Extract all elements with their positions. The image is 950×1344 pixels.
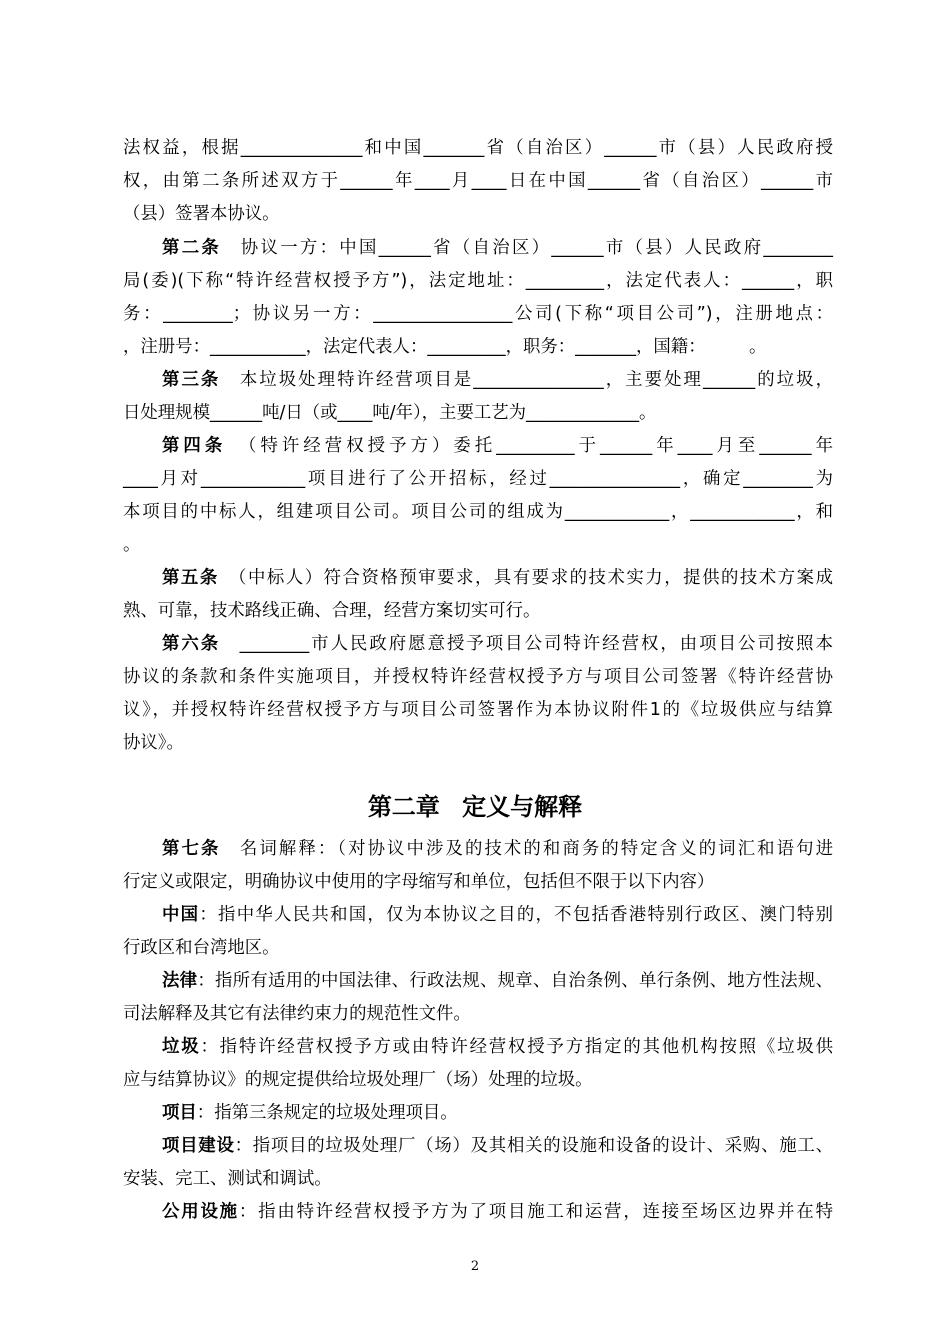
text-line: 议》，并授权特许经营权授予方与项目公司签署作为本协议附件1的《垃圾供应与结算 bbox=[123, 700, 833, 720]
text-line: 熟、可靠，技术路线正确、合理，经营方案切实可行。 bbox=[123, 601, 541, 621]
article-2-line bbox=[162, 236, 833, 260]
term-label: 法律 bbox=[162, 971, 198, 991]
text-line: ，注册号：___________，法定代表人：_________，职务：_______，国籍： 。 bbox=[123, 337, 767, 357]
text-line: 协议》。 bbox=[123, 733, 184, 753]
definition-law-line bbox=[162, 969, 833, 993]
text-line: ：指中华人民共和国，仅为本协议之目的，不包括香港特别行政区、澳门特别 bbox=[199, 905, 833, 925]
text-line: 安装、完工、测试和调试。 bbox=[123, 1169, 332, 1189]
article-4-line bbox=[162, 434, 833, 458]
text-line: 本项目的中标人，组建项目公司。项目公司的组成为____________，____________，和 bbox=[123, 502, 833, 522]
page-number: 2 bbox=[470, 1259, 480, 1274]
chapter-title: 第二章 定义与解释 bbox=[367, 793, 583, 821]
text-line: 法权益，根据______________和中国_______省（自治区）______市（县）人民政府授 bbox=[123, 138, 833, 158]
term-label: 公用设施 bbox=[162, 1202, 239, 1222]
text-line: ：指特许经营权授予方或由特许经营权授予方指定的其他机构按照《垃圾供 bbox=[200, 1037, 833, 1057]
text-line: 权，由第二条所述双方于______年____月____日在中国______省（自治区）______市 bbox=[123, 171, 833, 191]
text-line: 协议一方：中国______省（自治区）______市（县）人民政府________ bbox=[240, 238, 833, 258]
article-label: 第七条 bbox=[162, 839, 221, 859]
article-label: 第六条 bbox=[162, 634, 221, 654]
definition-garbage-line bbox=[162, 1035, 833, 1059]
text-line: 司法解释及其它有法律约束力的规范性文件。 bbox=[123, 1004, 471, 1024]
text-line: 应与结算协议》的规定提供给垃圾处理厂（场）处理的垃圾。 bbox=[123, 1070, 593, 1090]
article-6-line bbox=[162, 632, 833, 656]
definition-china-line bbox=[162, 903, 833, 927]
text-line: 务：________；协议另一方：________________公司(下称“项目公司”)，注册地点： bbox=[123, 304, 833, 324]
definition-construction-line bbox=[162, 1134, 833, 1158]
term-label: 垃圾 bbox=[162, 1037, 201, 1057]
term-label: 项目建设 bbox=[162, 1136, 235, 1156]
article-label: 第三条 bbox=[162, 370, 221, 390]
article-label: 第四条 bbox=[162, 436, 227, 456]
text-line: （县）签署本协议。 bbox=[123, 204, 280, 224]
text-line: 行定义或限定，明确协议中使用的字母缩写和单位，包括但不限于以下内容） bbox=[123, 872, 715, 892]
text-line: 名词解释：（对协议中涉及的技术的和商务的特定含义的词汇和语句进 bbox=[239, 839, 833, 859]
term-label: 项目 bbox=[162, 1103, 197, 1123]
article-3-line bbox=[162, 368, 833, 392]
text-line: ：指所有适用的中国法律、行政法规、规章、自治条例、单行条例、地方性法规、 bbox=[197, 971, 833, 991]
article-label: 第二条 bbox=[162, 238, 222, 258]
text-line: ：指项目的垃圾处理厂（场）及其相关的设施和设备的设计、采购、施工、 bbox=[234, 1136, 833, 1156]
text-line: ________市人民政府愿意授予项目公司特许经营权，由项目公司按照本 bbox=[239, 634, 833, 654]
text-line: （特许经营权授予方）委托_________于______年____月至______年 bbox=[247, 436, 833, 456]
text-line: 。 bbox=[123, 535, 141, 555]
text-line: 协议的条款和条件实施项目，并授权特许经营权授予方与项目公司签署《特许经营协 bbox=[123, 667, 833, 687]
text-line: ____月对____________项目进行了公开招标，经过_______________，确定________为 bbox=[123, 469, 833, 489]
text-line: 日处理规模______吨/日（或____吨/年），主要工艺为_____________。 bbox=[123, 403, 657, 423]
definition-project-line bbox=[162, 1101, 833, 1125]
text-line: （中标人）符合资格预审要求，具有要求的技术实力，提供的技术方案成 bbox=[237, 568, 833, 588]
article-label: 第五条 bbox=[162, 568, 219, 588]
article-5-line bbox=[162, 566, 833, 590]
text-line: 行政区和台湾地区。 bbox=[123, 938, 280, 958]
article-7-line bbox=[162, 837, 833, 861]
term-label: 中国 bbox=[162, 905, 200, 925]
text-line: ：指第三条规定的垃圾处理项目。 bbox=[196, 1103, 458, 1123]
definition-utilities-line bbox=[162, 1200, 833, 1224]
text-line: ：指由特许经营权授予方为了项目施工和运营，连接至场区边界并在特 bbox=[238, 1202, 833, 1222]
text-line: 本垃圾处理特许经营项目是_______________，主要处理______的垃圾， bbox=[239, 370, 833, 390]
text-line: 局(委)(下称“特许经营权授予方”)，法定地址：_________，法定代表人：______，职 bbox=[123, 271, 833, 291]
